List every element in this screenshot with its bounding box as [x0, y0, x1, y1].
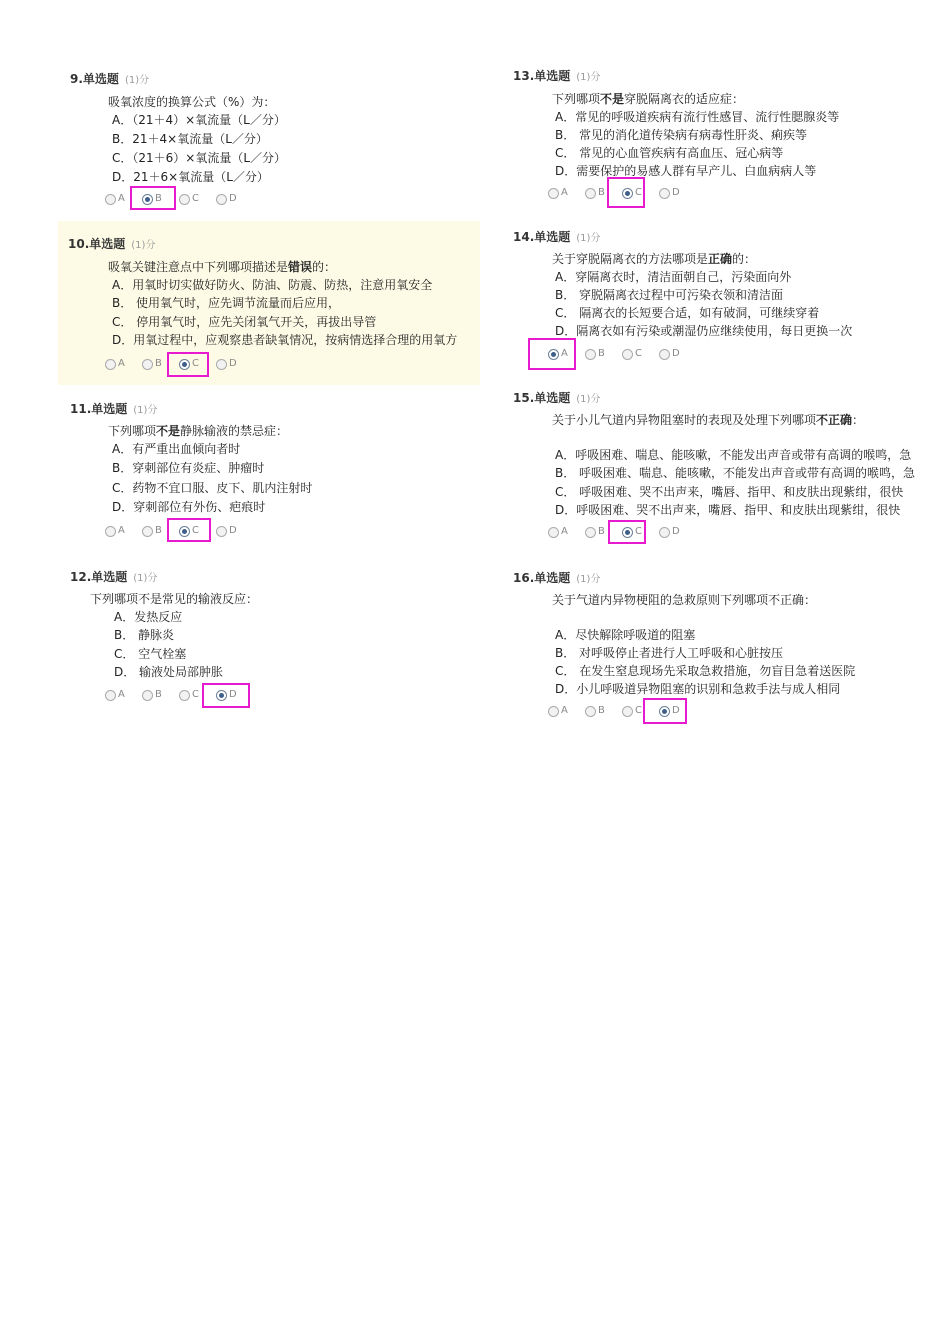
question-header	[513, 228, 600, 245]
radio-label: C	[192, 689, 199, 700]
option-a: A．有严重出血倾向者时	[112, 442, 241, 456]
radio-icon	[216, 194, 227, 205]
radio-label: D	[229, 358, 237, 369]
option-c: C． 常见的心血管疾病有高血压、冠心病等	[555, 146, 784, 160]
radio-label: D	[672, 526, 680, 537]
option-b: B． 常见的消化道传染病有病毒性肝炎、痢疾等	[555, 128, 808, 142]
option-d: D．小儿呼吸道异物阻塞的识别和急救手法与成人相同	[555, 682, 841, 696]
question-stem	[552, 250, 756, 267]
radio-icon	[105, 690, 116, 701]
radio-label: D	[229, 193, 237, 204]
stem-text: 吸氧浓度的换算公式（%）为：	[108, 95, 276, 109]
option-c: C． 停用氧气时，应先关闭氧气开关，再拔出导管	[112, 315, 377, 329]
option-b: B． 对呼吸停止者进行人工呼吸和心脏按压	[555, 646, 784, 660]
radio-label: C	[635, 348, 642, 359]
radio-label: A	[561, 187, 568, 198]
question-type: 单选题	[82, 72, 119, 86]
question-14	[503, 222, 933, 377]
question-header	[70, 70, 149, 87]
question-stem	[108, 422, 288, 439]
stem-text-end: 静脉输液的禁忌症：	[180, 424, 289, 438]
radio-label: A	[561, 705, 568, 716]
stem-text: 下列哪项	[552, 92, 601, 106]
option-a: A．发热反应	[114, 610, 183, 624]
question-15	[503, 383, 923, 548]
radio-icon	[659, 188, 670, 199]
question-number: 14.	[513, 230, 535, 244]
radio-label: B	[155, 193, 162, 204]
radio-icon	[142, 690, 153, 701]
answer-highlight-box	[528, 338, 576, 370]
radio-label: C	[192, 525, 199, 536]
question-9	[60, 64, 480, 214]
question-type: 单选题	[534, 391, 571, 405]
radio-label: C	[192, 358, 199, 369]
radio-label: B	[598, 526, 605, 537]
radio-icon	[585, 188, 596, 199]
stem-emphasis: 正确	[708, 252, 733, 266]
question-13	[503, 61, 933, 216]
question-header	[70, 568, 157, 585]
radio-label: D	[229, 689, 237, 700]
stem-text: 关于小儿气道内异物阻塞时的表现及处理下列哪项	[552, 413, 817, 427]
option-b: B． 呼吸困难、喘息、能咳嗽，不能发出声音或带有高调的喉鸣，急	[555, 466, 916, 480]
answer-highlight-box	[202, 683, 250, 708]
option-d: D． 输液处局部肿胀	[114, 665, 224, 679]
radio-icon	[585, 527, 596, 538]
option-c: C．（21＋6）×氧流量（L／分）	[112, 151, 287, 165]
option-a: A．用氧时切实做好防火、防油、防震、防热，注意用氧安全	[112, 278, 433, 292]
question-score: (1)分	[576, 72, 601, 83]
stem-emphasis: 不是	[600, 92, 625, 106]
question-score: (1)分	[131, 240, 156, 251]
radio-label: B	[155, 525, 162, 536]
option-c: C． 空气栓塞	[114, 647, 187, 661]
radio-icon	[142, 359, 153, 370]
question-score: (1)分	[576, 233, 601, 244]
stem-text: 下列哪项不是常见的输液反应：	[90, 592, 259, 606]
radio-label: B	[598, 187, 605, 198]
radio-icon	[659, 527, 670, 538]
radio-label: C	[635, 526, 642, 537]
question-type: 单选题	[91, 570, 128, 584]
question-stem	[108, 93, 275, 110]
answer-highlight-box	[167, 352, 209, 377]
question-number: 12.	[70, 570, 92, 584]
radio-icon	[142, 526, 153, 537]
question-header	[68, 235, 155, 252]
question-number: 11.	[70, 402, 92, 416]
radio-label: D	[672, 348, 680, 359]
radio-icon	[548, 527, 559, 538]
question-score: (1)分	[576, 394, 601, 405]
question-stem	[108, 258, 336, 275]
question-number: 16.	[513, 571, 535, 585]
radio-icon	[585, 349, 596, 360]
option-d: D．需要保护的易感人群有早产儿、白血病病人等	[555, 164, 817, 178]
question-type: 单选题	[534, 69, 571, 83]
stem-text: 吸氧关键注意点中下列哪项描述是	[108, 260, 289, 274]
option-c: C． 呼吸困难、哭不出声来，嘴唇、指甲、和皮肤出现紫绀，很快	[555, 485, 904, 499]
radio-icon	[548, 706, 559, 717]
question-type: 单选题	[534, 571, 571, 585]
answer-highlight-box	[167, 518, 211, 542]
stem-text: 下列哪项	[108, 424, 157, 438]
answer-highlight-box	[607, 177, 645, 208]
radio-label: D	[672, 187, 680, 198]
radio-icon	[585, 706, 596, 717]
question-stem	[552, 90, 744, 107]
question-stem	[90, 590, 258, 607]
question-score: (1)分	[133, 405, 158, 416]
radio-label: A	[118, 358, 125, 369]
radio-icon	[216, 359, 227, 370]
radio-label: C	[192, 193, 199, 204]
question-number: 13.	[513, 69, 535, 83]
radio-icon	[216, 526, 227, 537]
stem-text-end: 穿脱隔离衣的适应症：	[624, 92, 745, 106]
question-type: 单选题	[534, 230, 571, 244]
option-b: B． 使用氧气时，应先调节流量而后应用，	[112, 296, 341, 310]
radio-label: A	[118, 525, 125, 536]
stem-text-end: 的：	[312, 260, 337, 274]
question-number: 10.	[68, 237, 90, 251]
radio-icon	[659, 349, 670, 360]
radio-label: B	[155, 358, 162, 369]
radio-label: A	[118, 689, 125, 700]
radio-icon	[179, 690, 190, 701]
option-b: B．21＋4×氧流量（L／分）	[112, 132, 268, 146]
answer-radio-group	[105, 192, 255, 208]
option-d: D．21＋6×氧流量（L／分）	[112, 170, 269, 184]
question-number: 9.	[70, 72, 83, 86]
radio-icon	[622, 349, 633, 360]
question-12	[60, 562, 480, 717]
question-score: (1)分	[124, 75, 150, 86]
stem-text: 关于气道内异物梗阻的急救原则下列哪项不正确：	[552, 593, 817, 607]
option-a: A．（21＋4）×氧流量（L／分）	[112, 113, 286, 127]
radio-label: C	[635, 187, 642, 198]
option-c: C．药物不宜口服、皮下、肌内注射时	[112, 481, 313, 495]
question-number: 15.	[513, 391, 535, 405]
option-b: B．穿刺部位有炎症、肿瘤时	[112, 461, 265, 475]
radio-label: D	[229, 525, 237, 536]
option-d: D．穿刺部位有外伤、疤痕时	[112, 500, 266, 514]
stem-emphasis: 错误	[288, 260, 313, 274]
answer-highlight-box	[608, 520, 646, 544]
question-score: (1)分	[576, 574, 601, 585]
option-a: A．呼吸困难、喘息、能咳嗽，不能发出声音或带有高调的喉鸣，急	[555, 448, 912, 462]
option-c: C． 隔离衣的长短要合适，如有破洞，可继续穿着	[555, 306, 820, 320]
question-score: (1)分	[133, 573, 158, 584]
option-b: B． 静脉炎	[114, 628, 175, 642]
radio-label: B	[598, 348, 605, 359]
stem-emphasis: 不正确	[816, 413, 853, 427]
stem-text-end: ：	[852, 413, 865, 427]
radio-label: A	[561, 348, 568, 359]
question-stem	[552, 591, 816, 608]
stem-emphasis: 不是	[156, 424, 181, 438]
option-a: A．穿隔离衣时，清洁面朝自己，污染面向外	[555, 270, 792, 284]
question-header	[70, 400, 157, 417]
option-b: B． 穿脱隔离衣过程中可污染衣领和清洁面	[555, 288, 784, 302]
option-d: D．隔离衣如有污染或潮湿仍应继续使用，每日更换一次	[555, 324, 853, 338]
question-type: 单选题	[89, 237, 126, 251]
option-d: D．用氧过程中，应观察患者缺氧情况，按病情选择合理的用氧方	[112, 333, 458, 347]
stem-text-end: 的：	[732, 252, 757, 266]
radio-icon	[105, 194, 116, 205]
stem-text: 关于穿脱隔离衣的方法哪项是	[552, 252, 709, 266]
option-c: C． 在发生窒息现场先采取急救措施，勿盲目急着送医院	[555, 664, 856, 678]
question-header	[513, 569, 600, 586]
question-header	[513, 67, 600, 84]
answer-highlight-box	[130, 186, 176, 210]
radio-icon	[105, 526, 116, 537]
radio-label: C	[635, 705, 642, 716]
question-type: 单选题	[91, 402, 128, 416]
radio-icon	[105, 359, 116, 370]
answer-highlight-box	[643, 698, 687, 724]
radio-label: B	[155, 689, 162, 700]
radio-icon	[622, 706, 633, 717]
radio-label: A	[118, 193, 125, 204]
question-16	[503, 563, 933, 733]
radio-label: D	[672, 705, 680, 716]
question-header	[513, 389, 600, 406]
option-a: A．尽快解除呼吸道的阻塞	[555, 628, 696, 642]
question-stem	[552, 411, 864, 428]
option-d: D．呼吸困难、哭不出声来，嘴唇、指甲、和皮肤出现紫绀，很快	[555, 503, 901, 517]
radio-label: B	[598, 705, 605, 716]
question-11	[60, 394, 480, 549]
radio-label: A	[561, 526, 568, 537]
radio-icon	[548, 188, 559, 199]
question-10	[58, 221, 480, 385]
radio-icon	[179, 194, 190, 205]
option-a: A．常见的呼吸道疾病有流行性感冒、流行性腮腺炎等	[555, 110, 840, 124]
